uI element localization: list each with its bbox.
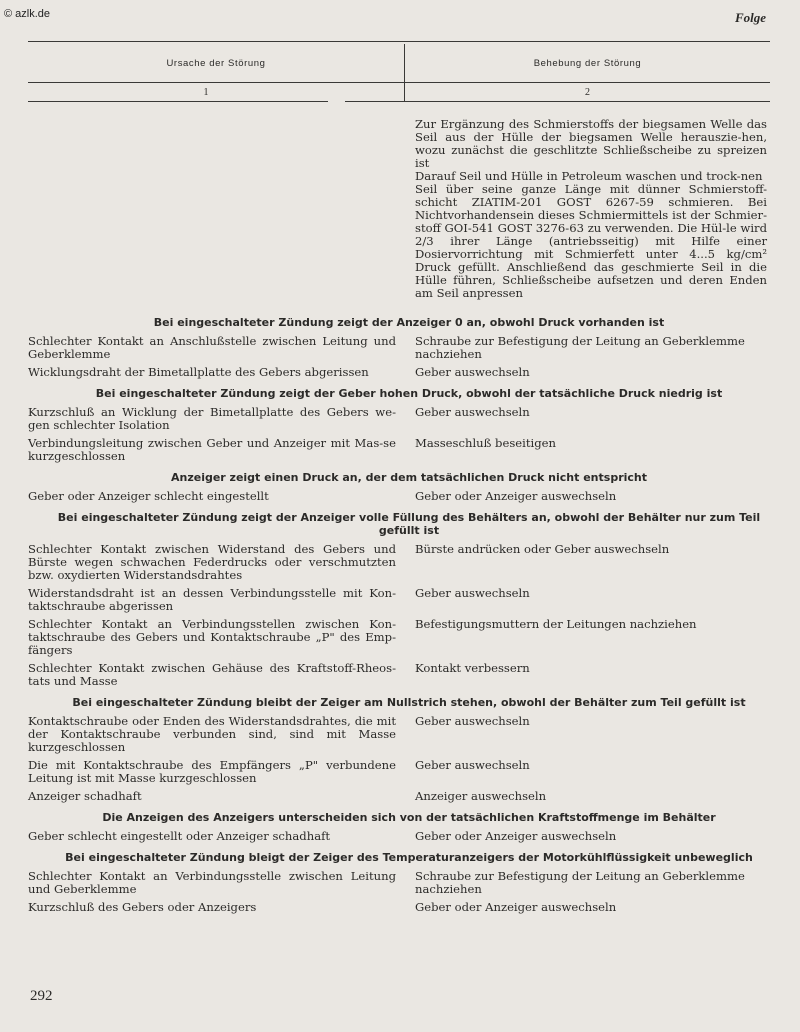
intro-paragraph: Zur Ergänzung des Schmierstoffs der biegsamen Welle das Seil aus der Hülle der biegsamen Welle herauszie-hen, wozu zunächst die geschlitzte Schließscheibe zu spreizen ist xyxy=(415,117,767,170)
column-header-cause: Ursache der Störung xyxy=(166,58,266,69)
table-row xyxy=(28,490,770,503)
cause-cell: Schlechter Kontakt an Anschlußstelle zwischen Leitung und Geberklemme xyxy=(28,334,396,361)
page-number: 292 xyxy=(30,988,53,1004)
intro-paragraph: Darauf Seil und Hülle in Petroleum waschen und trock-nen xyxy=(415,169,763,183)
table-body xyxy=(28,118,770,922)
cause-cell: Geber oder Anzeiger schlecht eingestellt xyxy=(28,489,269,503)
cause-cell: Kurzschluß des Gebers oder Anzeigers xyxy=(28,900,257,914)
table-row xyxy=(28,437,770,463)
intro-paragraph: Seil über seine ganze Länge mit dünner Schmierstoff-schicht ZIATIM-201 GOST 6267-59 schmieren. Bei Nichtvorhandensein dieses Schmiermittels ist der Schmier-stoff GOI-541 GOST 3276-63 zu verwenden. Die Hül-le wird 2/3 ihrer Länge (antriebsseitig) mit Hilfe einer Dosiervorrichtung mit Schmierfett unter 4...5 kg/cm² Druck gefüllt. Anschließend das geschmierte Seil in die Hülle führen, Schließscheibe aufsetzen und deren Enden am Seil anpressen xyxy=(415,182,767,300)
cause-cell: Widerstandsdraht ist an dessen Verbindungsstelle mit Kon-taktschraube abgerissen xyxy=(28,586,396,613)
remedy-cell: Geber auswechseln xyxy=(415,365,530,379)
remedy-cell: Geber auswechseln xyxy=(415,405,530,419)
cause-cell: Geber schlecht eingestellt oder Anzeiger schadhaft xyxy=(28,829,331,843)
cause-cell: Wicklungsdraht der Bimetallplatte des Gebers abgerissen xyxy=(28,365,369,379)
fault-title: Bei eingeschalteter Zündung zeigt der Anzeiger volle Füllung des Behälters an, obwohl der Behälter nur zum Teil gefüllt ist xyxy=(57,511,761,537)
remedy-cell: Bürste andrücken oder Geber auswechseln xyxy=(415,542,670,556)
remedy-cell: Befestigungsmuttern der Leitungen nachziehen xyxy=(415,617,697,631)
cause-cell: Die mit Kontaktschraube des Empfängers „P" verbundene Leitung ist mit Masse kurzgeschlossen xyxy=(28,758,396,785)
fault-title: Die Anzeigen des Anzeigers unterscheiden sich von der tatsächlichen Kraftstoffmenge im Behälter xyxy=(102,811,716,824)
cause-cell: Schlechter Kontakt an Verbindungsstelle zwischen Leitung und Geberklemme xyxy=(28,869,396,896)
remedy-cell: Anzeiger auswechseln xyxy=(415,789,547,803)
cause-cell: Schlechter Kontakt an Verbindungsstellen zwischen Kon-taktschraube des Gebers und Kontaktschraube „P" des Emp-fängers xyxy=(28,617,396,657)
table-row xyxy=(28,870,770,896)
table-row xyxy=(28,406,770,432)
running-head: Folge xyxy=(734,10,766,25)
remedy-cell: Geber auswechseln xyxy=(415,586,530,600)
fault-section xyxy=(28,811,770,843)
remedy-cell: Geber oder Anzeiger auswechseln xyxy=(415,489,617,503)
fault-section xyxy=(28,696,770,803)
table-row xyxy=(28,901,770,914)
cause-cell: Schlechter Kontakt zwischen Widerstand des Gebers und Bürste wegen schwachen Federdrucks oder verschmutzten bzw. oxydierten Widerstandsdrahtes xyxy=(28,542,396,582)
table-row xyxy=(28,587,770,613)
remedy-cell: Geber auswechseln xyxy=(415,714,530,728)
table-row xyxy=(28,790,770,803)
fault-title: Bei eingeschalteter Zündung zeigt der Geber hohen Druck, obwohl der tatsächliche Druck niedrig ist xyxy=(95,387,723,400)
table-row xyxy=(28,662,770,688)
cause-cell: Verbindungsleitung zwischen Geber und Anzeiger mit Mas-se kurzgeschlossen xyxy=(28,436,396,463)
cause-cell: Anzeiger schadhaft xyxy=(28,789,142,803)
table-row xyxy=(28,715,770,754)
fault-section xyxy=(28,316,770,379)
remedy-cell: Geber oder Anzeiger auswechseln xyxy=(415,900,617,914)
remedy-cell: Masseschluß beseitigen xyxy=(415,436,556,450)
copyright-watermark: © azlk.de xyxy=(4,8,51,20)
table-row xyxy=(28,335,770,361)
column-header-remedy: Behebung der Störung xyxy=(533,58,642,69)
column-number-2: 2 xyxy=(585,87,590,98)
intro-block xyxy=(415,118,767,300)
cause-cell: Kontaktschraube oder Enden des Widerstandsdrahtes, die mit der Kontaktschraube verbunden sind, sind mit Masse kurzgeschlossen xyxy=(28,714,396,754)
remedy-cell: Kontakt verbessern xyxy=(415,661,530,675)
column-number-rule-left xyxy=(28,101,328,102)
fault-section xyxy=(28,387,770,463)
fault-title: Bei eingeschalteter Zündung bleigt der Zeiger des Temperaturanzeigers der Motorkühlflüssigkeit unbeweglich xyxy=(65,851,753,864)
remedy-cell: Schraube zur Befestigung der Leitung an Geberklemme nachziehen xyxy=(415,334,745,361)
fault-title: Bei eingeschalteter Zündung zeigt der Anzeiger 0 an, obwohl Druck vorhanden ist xyxy=(153,316,665,329)
fault-title: Anzeiger zeigt einen Druck an, der dem tatsächlichen Druck nicht entspricht xyxy=(170,471,648,484)
table-header-rule-right xyxy=(405,82,770,83)
column-number-rule-right xyxy=(345,101,770,102)
table-row xyxy=(28,366,770,379)
table-row xyxy=(28,543,770,582)
table-top-rule xyxy=(28,41,770,42)
remedy-cell: Geber auswechseln xyxy=(415,758,530,772)
fault-title: Bei eingeschalteter Zündung bleibt der Zeiger am Nullstrich stehen, obwohl der Behälter zum Teil gefüllt ist xyxy=(72,696,746,709)
fault-section xyxy=(28,511,770,688)
column-number-1: 1 xyxy=(203,87,209,98)
fault-section xyxy=(28,471,770,503)
table-row xyxy=(28,830,770,843)
remedy-cell: Geber oder Anzeiger auswechseln xyxy=(415,829,617,843)
table-row xyxy=(28,618,770,657)
cause-cell: Schlechter Kontakt zwischen Gehäuse des Kraftstoff-Rheos-tats und Masse xyxy=(28,661,396,688)
table-header-rule-left xyxy=(28,82,404,83)
fault-section xyxy=(28,851,770,914)
table-row xyxy=(28,759,770,785)
remedy-cell: Schraube zur Befestigung der Leitung an Geberklemme nachziehen xyxy=(415,869,745,896)
cause-cell: Kurzschluß an Wicklung der Bimetallplatte des Gebers we-gen schlechter Isolation xyxy=(28,405,396,432)
